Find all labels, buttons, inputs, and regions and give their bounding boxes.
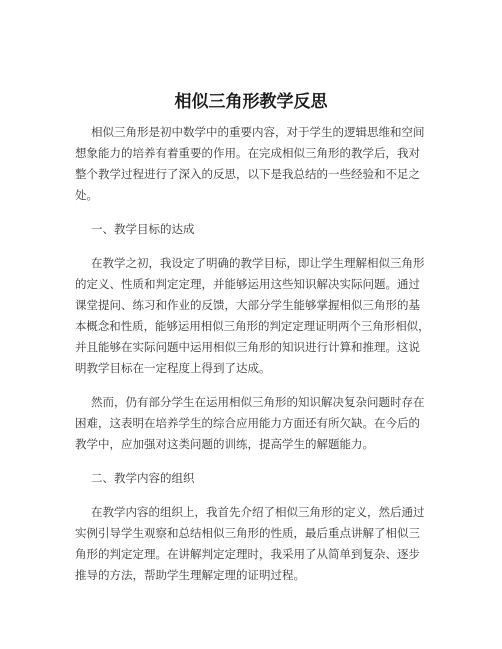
paragraph-line: 并且能够在实际问题中运用相似三角形的知识进行计算和推理。这说: [75, 340, 420, 354]
paragraph-line: 明教学目标在一定程度上得到了达成。: [75, 361, 271, 375]
paragraph-line: 然而，仍有部分学生在运用相似三角形的知识解决复杂问题时存在: [91, 395, 425, 409]
paragraph-line: 想象能力的培养有着重要的作用。在完成相似三角形的教学后，我对: [75, 146, 420, 160]
paragraph-line: 的定义、性质和判定定理，并能够运用这些知识解决实际问题。通过: [75, 277, 420, 291]
section-heading: 一、教学目标的达成: [91, 222, 195, 236]
paragraph-line: 角形的判定定理。在讲解判定定理时，我采用了从简单到复杂、逐步: [75, 547, 420, 561]
section-heading: 二、教学内容的组织: [91, 471, 195, 485]
paragraph-line: 推导的方法，帮助学生理解定理的证明过程。: [75, 568, 305, 582]
paragraph-line: 在教学内容的组织上，我首先介绍了相似三角形的定义，然后通过: [91, 505, 425, 519]
paragraph-line: 实例引导学生观察和总结相似三角形的性质，最后重点讲解了相似三: [75, 526, 420, 540]
paragraph-line: 课堂提问、练习和作业的反馈，大部分学生能够掌握相似三角形的基: [75, 298, 420, 312]
paragraph-line: 整个教学过程进行了深入的反思，以下是我总结的一些经验和不足之: [75, 167, 420, 181]
paragraph-line: 本概念和性质，能够运用相似三角形的判定定理证明两个三角形相似，: [75, 319, 430, 333]
paragraph-line: 困难，这表明在培养学生的综合应用能力方面还有所欠缺。在今后的: [75, 416, 420, 430]
document-title: 相似三角形教学反思: [174, 92, 328, 112]
paragraph-line: 教学中，应加强对这类问题的训练，提高学生的解题能力。: [75, 437, 374, 451]
paragraph-line: 处。: [75, 188, 98, 202]
paragraph-line: 在教学之初，我设定了明确的教学目标，即让学生理解相似三角形: [91, 256, 425, 270]
paragraph-line: 相似三角形是初中数学中的重要内容，对于学生的逻辑思维和空间: [91, 125, 425, 139]
